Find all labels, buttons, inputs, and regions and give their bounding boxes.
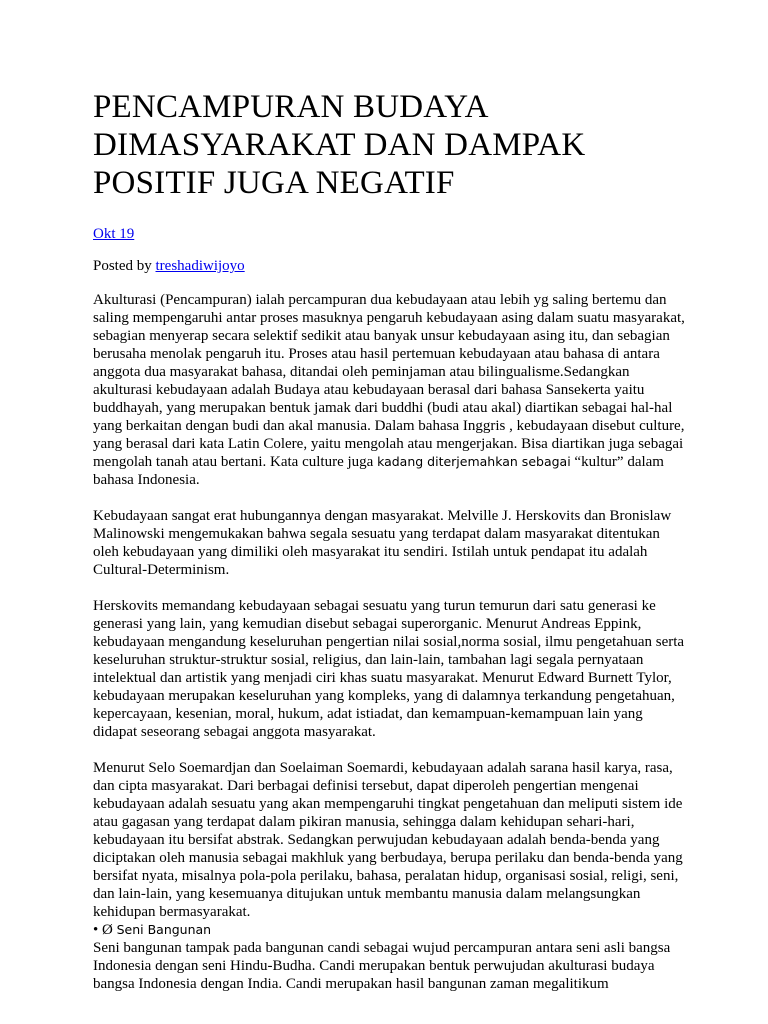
paragraph-1	[93, 291, 688, 489]
article-title: PENCAMPURAN BUDAYA DIMASYARAKAT DAN DAMPAK POSITIF JUGA NEGATIF	[93, 89, 586, 201]
paragraph-4: Menurut Selo Soemardjan dan Soelaiman Soemardi, kebudayaan adalah sarana hasil karya, rasa, dan cipta masyarakat. Dari berbagai definisi tersebut, dapat diperoleh pengertian mengenai kebudayaan adalah sesuatu yang akan mempengaruhi tingkat pengetahuan dan meliputi sistem ide atau gagasan yang terdapat dalam pikiran manusia, sehingga dalam kehidupan sehari-hari, kebudayaan itu bersifat abstrak. Sedangkan perwujudan kebudayaan adalah benda-benda yang diciptakan oleh manusia sebagai makhluk yang berbudaya, berupa perilaku dan benda-benda yang bersifat nyata, misalnya pola-pola perilaku, bahasa, peralatan hidup, organisasi sosial, religi, seni, dan lain-lain, yang kesemuanya ditujukan untuk membantu manusia dalam melangsungkan kehidupan bermasyarakat.	[93, 760, 683, 920]
paragraph-3: Herskovits memandang kebudayaan sebagai sesuatu yang turun temurun dari satu generasi ke generasi yang lain, yang kemudian disebut sebagai superorganic. Menurut Andreas Eppink, kebudayaan mengandung keseluruhan pengertian nilai sosial,norma sosial, ilmu pengetahuan serta keseluruhan struktur-struktur sosial, religius, dan lain-lain, tambahan lagi segala pernyataan intelektual dan artistik yang menjadi ciri khas suatu masyarakat. Menurut Edward Burnett Tylor, kebudayaan merupakan keseluruhan yang kompleks, yang di dalamnya terkandung pengetahuan, kepercayaan, kesenian, moral, hukum, adat istiadat, dan kemampuan-kemampuan lain yang didapat seseorang sebagai anggota masyarakat.	[93, 598, 685, 740]
bullet-label: Seni Bangunan	[116, 922, 212, 937]
paragraph-5: Seni bangunan tampak pada bangunan candi sebagai wujud percampuran antara seni asli bangsa Indonesia dengan seni Hindu-Budha. Candi merupakan bentuk perwujudan akulturasi budaya bangsa Indonesia dengan India. Candi merupakan hasil bangunan zaman megalitikum	[93, 940, 671, 992]
paragraph-1-end: “kultur” dalam bahasa Indonesia.	[93, 454, 664, 488]
post-date	[93, 225, 688, 243]
author-link[interactable]: treshadiwijoyo	[155, 258, 245, 274]
post-author-line	[93, 257, 688, 275]
posted-by-label: Posted by	[93, 258, 152, 274]
paragraph-1-sans-text: kadang diterjemahkan sebagai	[377, 454, 571, 469]
paragraph-2: Kebudayaan sangat erat hubungannya dengan masyarakat. Melville J. Herskovits dan Bronislaw Malinowski mengemukakan bahwa segala sesuatu yang terdapat dalam masyarakat ditentukan oleh kebudayaan yang dimiliki oleh masyarakat itu sendiri. Istilah untuk pendapat itu adalah Cultural-Determinism.	[93, 508, 672, 578]
date-link[interactable]: Okt 19	[93, 226, 135, 242]
article-body	[93, 291, 688, 993]
paragraph-1-text: Akulturasi (Pencampuran) ialah percampuran dua kebudayaan atau lebih yg saling bertemu dan saling mempengaruhi antar proses masuknya pengaruh kebudayaan asing dalam suatu masyarakat, sebagian menyerap secara selektif sedikit atau banyak unsur kebudayaan asing itu, dan sebagian berusaha menolak pengaruh itu. Proses atau hasil pertemuan kebudayaan atau bahasa di antara anggota dua masyarakat bahasa, ditandai oleh peminjaman atau bilingualisme.Sedangkan akulturasi kebudayaan adalah Budaya atau kebudayaan berasal dari bahasa Sansekerta yaitu buddhayah, yang merupakan bentuk jamak dari buddhi (budi atau akal) diartikan sebagai hal-hal yang berkaitan dengan budi dan akal manusia. Dalam bahasa Inggris , kebudayaan disebut culture, yang berasal dari kata Latin Colere, yaitu mengolah atau mengerjakan. Bisa diartikan juga sebagai mengolah tanah atau bertani. Kata culture juga	[93, 292, 685, 470]
bullet-item	[93, 921, 688, 939]
bullet-prefix: • Ø	[93, 922, 113, 938]
